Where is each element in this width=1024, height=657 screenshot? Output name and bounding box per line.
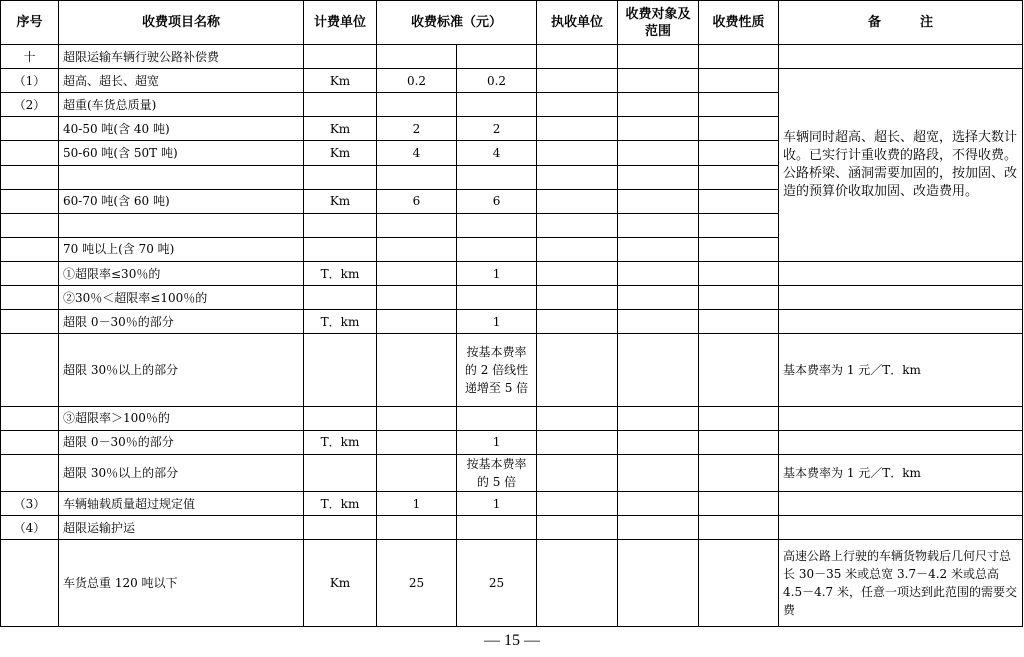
seq-cell: 十 xyxy=(1,45,59,69)
agency-cell xyxy=(537,430,618,454)
table-row xyxy=(1,454,1023,491)
seq-cell xyxy=(1,334,59,406)
standard-cell-b: 按基本费率的 2 倍线性递增至 5 倍 xyxy=(457,334,537,406)
unit-cell: Km xyxy=(304,117,377,141)
nature-cell xyxy=(699,286,779,310)
seq-cell: （1） xyxy=(1,69,59,93)
standard-cell-a: 4 xyxy=(377,141,457,165)
standard-cell-b: 4 xyxy=(457,141,537,165)
standard-cell-b xyxy=(457,213,537,237)
standard-cell-b: 1 xyxy=(457,492,537,516)
seq-cell xyxy=(1,237,59,261)
item-name-cell: 超限运输护运 xyxy=(59,516,304,540)
nature-cell xyxy=(699,165,779,189)
standard-cell-a xyxy=(377,45,457,69)
standard-cell-a: 25 xyxy=(377,540,457,627)
item-name-cell xyxy=(59,165,304,189)
unit-cell: T．km xyxy=(304,492,377,516)
table-row xyxy=(1,261,1023,285)
seq-cell xyxy=(1,454,59,491)
scope-cell xyxy=(618,310,699,334)
standard-cell-a: 0.2 xyxy=(377,69,457,93)
scope-cell xyxy=(618,334,699,406)
unit-cell xyxy=(304,334,377,406)
scope-cell xyxy=(618,189,699,213)
item-name-cell: 40-50 吨(含 40 吨) xyxy=(59,117,304,141)
standard-cell-b xyxy=(457,406,537,430)
standard-cell-b: 0.2 xyxy=(457,69,537,93)
seq-cell xyxy=(1,213,59,237)
table-row xyxy=(1,406,1023,430)
item-name-cell: 50-60 吨(含 50T 吨) xyxy=(59,141,304,165)
item-name-cell: 超限运输车辆行驶公路补偿费 xyxy=(59,45,304,69)
item-name-cell: 超限 30％以上的部分 xyxy=(59,454,304,491)
nature-cell xyxy=(699,454,779,491)
item-name-cell: 60-70 吨(含 60 吨) xyxy=(59,189,304,213)
nature-cell xyxy=(699,213,779,237)
standard-cell-b: 25 xyxy=(457,540,537,627)
agency-cell xyxy=(537,406,618,430)
nature-cell xyxy=(699,430,779,454)
unit-cell: Km xyxy=(304,540,377,627)
nature-cell xyxy=(699,492,779,516)
agency-cell xyxy=(537,286,618,310)
item-name-cell: 超限 0－30％的部分 xyxy=(59,430,304,454)
item-name-cell: ③超限率＞100％的 xyxy=(59,406,304,430)
item-name-cell: 超重(车货总质量) xyxy=(59,93,304,117)
nature-cell xyxy=(699,540,779,627)
unit-cell: T．km xyxy=(304,310,377,334)
standard-cell-a xyxy=(377,454,457,491)
agency-cell xyxy=(537,261,618,285)
standard-cell-a xyxy=(377,237,457,261)
scope-cell xyxy=(618,213,699,237)
scope-cell xyxy=(618,492,699,516)
standard-cell-a: 2 xyxy=(377,117,457,141)
nature-cell xyxy=(699,189,779,213)
standard-cell-a xyxy=(377,334,457,406)
standard-cell-b: 1 xyxy=(457,310,537,334)
agency-cell xyxy=(537,117,618,141)
unit-cell xyxy=(304,516,377,540)
standard-cell-b xyxy=(457,45,537,69)
header-seq: 序号 xyxy=(1,1,59,45)
remark-cell xyxy=(779,492,1023,516)
agency-cell xyxy=(537,334,618,406)
unit-cell xyxy=(304,165,377,189)
agency-cell xyxy=(537,516,618,540)
remark-cell xyxy=(779,45,1023,69)
standard-cell-a xyxy=(377,430,457,454)
seq-cell xyxy=(1,310,59,334)
scope-cell xyxy=(618,430,699,454)
nature-cell xyxy=(699,141,779,165)
agency-cell xyxy=(537,141,618,165)
scope-cell xyxy=(618,69,699,93)
remark-cell xyxy=(779,261,1023,285)
nature-cell xyxy=(699,406,779,430)
agency-cell xyxy=(537,237,618,261)
header-remark: 备 注 xyxy=(779,1,1023,45)
unit-cell: Km xyxy=(304,189,377,213)
unit-cell: Km xyxy=(304,69,377,93)
scope-cell xyxy=(618,406,699,430)
standard-cell-a xyxy=(377,406,457,430)
nature-cell xyxy=(699,237,779,261)
table-row xyxy=(1,516,1023,540)
standard-cell-b: 1 xyxy=(457,430,537,454)
merged-remark-cell: 车辆同时超高、超长、超宽，选择大数计收。已实行计重收费的路段，不得收费。公路桥梁、涵洞需要加固的，按加固、改造的预算价收取加固、改造费用。 xyxy=(779,69,1023,262)
nature-cell xyxy=(699,261,779,285)
scope-cell xyxy=(618,237,699,261)
table-row xyxy=(1,45,1023,69)
standard-cell-a xyxy=(377,286,457,310)
standard-cell-a xyxy=(377,213,457,237)
header-scope: 收费对象及范围 xyxy=(618,1,699,45)
standard-cell-b xyxy=(457,165,537,189)
table-row xyxy=(1,334,1023,406)
remark-cell xyxy=(779,516,1023,540)
scope-cell xyxy=(618,286,699,310)
item-name-cell: 超限 0－30％的部分 xyxy=(59,310,304,334)
standard-cell-b xyxy=(457,237,537,261)
standard-cell-a xyxy=(377,261,457,285)
table-row xyxy=(1,69,1023,93)
nature-cell xyxy=(699,516,779,540)
remark-cell: 高速公路上行驶的车辆货物载后几何尺寸总长 30－35 米或总宽 3.7－4.2 米或总高 4.5－4.7 米，任意一项达到此范围的需要交费 xyxy=(779,540,1023,627)
item-name-cell: ①超限率≤30％的 xyxy=(59,261,304,285)
nature-cell xyxy=(699,93,779,117)
standard-cell-a: 1 xyxy=(377,492,457,516)
standard-cell-a xyxy=(377,93,457,117)
remark-cell: 基本费率为 1 元／T．km xyxy=(779,454,1023,491)
unit-cell xyxy=(304,237,377,261)
nature-cell xyxy=(699,310,779,334)
item-name-cell: 超高、超长、超宽 xyxy=(59,69,304,93)
seq-cell xyxy=(1,406,59,430)
standard-cell-b: 按基本费率的 5 倍 xyxy=(457,454,537,491)
seq-cell xyxy=(1,189,59,213)
unit-cell xyxy=(304,406,377,430)
header-standard: 收费标准（元） xyxy=(377,1,537,45)
remark-cell xyxy=(779,286,1023,310)
item-name-cell xyxy=(59,213,304,237)
standard-cell-a xyxy=(377,310,457,334)
table-row xyxy=(1,492,1023,516)
seq-cell xyxy=(1,141,59,165)
seq-cell xyxy=(1,430,59,454)
scope-cell xyxy=(618,540,699,627)
unit-cell xyxy=(304,93,377,117)
standard-cell-a: 6 xyxy=(377,189,457,213)
seq-cell: （3） xyxy=(1,492,59,516)
item-name-cell: ②30％＜超限率≤100％的 xyxy=(59,286,304,310)
item-name-cell: 超限 30％以上的部分 xyxy=(59,334,304,406)
agency-cell xyxy=(537,189,618,213)
agency-cell xyxy=(537,45,618,69)
agency-cell xyxy=(537,213,618,237)
unit-cell xyxy=(304,454,377,491)
nature-cell xyxy=(699,117,779,141)
scope-cell xyxy=(618,165,699,189)
header-agency: 执收单位 xyxy=(537,1,618,45)
standard-cell-b: 2 xyxy=(457,117,537,141)
standard-cell-b xyxy=(457,516,537,540)
agency-cell xyxy=(537,69,618,93)
page-number: — 15 — xyxy=(484,632,540,649)
unit-cell: T．km xyxy=(304,261,377,285)
unit-cell xyxy=(304,213,377,237)
scope-cell xyxy=(618,516,699,540)
standard-cell-b: 6 xyxy=(457,189,537,213)
seq-cell: （4） xyxy=(1,516,59,540)
agency-cell xyxy=(537,310,618,334)
standard-cell-b: 1 xyxy=(457,261,537,285)
unit-cell: T．km xyxy=(304,430,377,454)
unit-cell xyxy=(304,45,377,69)
seq-cell xyxy=(1,261,59,285)
standard-cell-b xyxy=(457,286,537,310)
remark-cell xyxy=(779,406,1023,430)
agency-cell xyxy=(537,492,618,516)
seq-cell xyxy=(1,117,59,141)
agency-cell xyxy=(537,454,618,491)
remark-cell xyxy=(779,430,1023,454)
unit-cell xyxy=(304,286,377,310)
unit-cell: Km xyxy=(304,141,377,165)
item-name-cell: 车辆轴载质量超过规定值 xyxy=(59,492,304,516)
scope-cell xyxy=(618,117,699,141)
standard-cell-a xyxy=(377,516,457,540)
seq-cell xyxy=(1,165,59,189)
seq-cell: （2） xyxy=(1,93,59,117)
agency-cell xyxy=(537,540,618,627)
header-name: 收费项目名称 xyxy=(59,1,304,45)
scope-cell xyxy=(618,141,699,165)
table-row xyxy=(1,540,1023,627)
scope-cell xyxy=(618,45,699,69)
header-row xyxy=(1,1,1023,45)
table-row xyxy=(1,286,1023,310)
agency-cell xyxy=(537,165,618,189)
standard-cell-a xyxy=(377,165,457,189)
header-nature: 收费性质 xyxy=(699,1,779,45)
seq-cell xyxy=(1,540,59,627)
item-name-cell: 车货总重 120 吨以下 xyxy=(59,540,304,627)
nature-cell xyxy=(699,69,779,93)
agency-cell xyxy=(537,93,618,117)
scope-cell xyxy=(618,93,699,117)
scope-cell xyxy=(618,454,699,491)
item-name-cell: 70 吨以上(含 70 吨) xyxy=(59,237,304,261)
nature-cell xyxy=(699,45,779,69)
table-row xyxy=(1,430,1023,454)
nature-cell xyxy=(699,334,779,406)
standard-cell-b xyxy=(457,93,537,117)
scope-cell xyxy=(618,261,699,285)
remark-cell xyxy=(779,310,1023,334)
header-unit: 计费单位 xyxy=(304,1,377,45)
remark-cell: 基本费率为 1 元／T．km xyxy=(779,334,1023,406)
table-row xyxy=(1,310,1023,334)
seq-cell xyxy=(1,286,59,310)
